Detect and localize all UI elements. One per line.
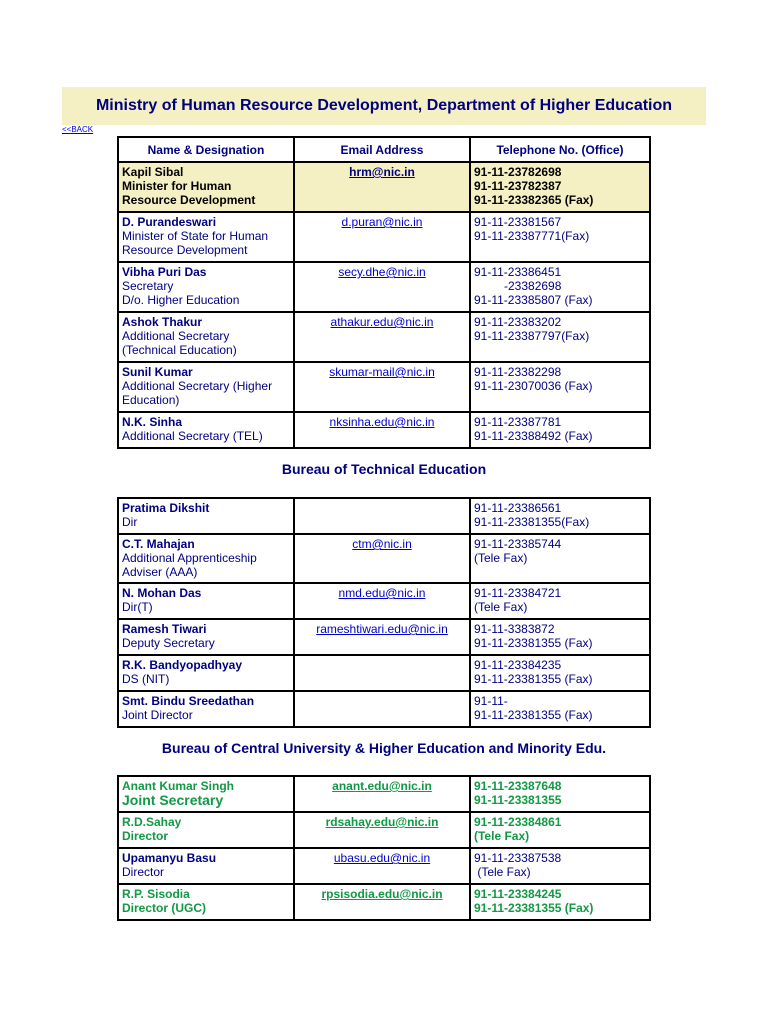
name-cell xyxy=(118,162,294,212)
person-designation: Deputy Secretary xyxy=(122,636,215,650)
name-cell xyxy=(118,534,294,583)
email-cell xyxy=(294,812,470,848)
person-name: C.T. Mahajan xyxy=(122,537,195,551)
person-name: Upamanyu Basu xyxy=(122,851,217,865)
email-cell xyxy=(294,162,470,212)
phone-cell xyxy=(470,776,650,812)
phone-text: 91-11-23384861 (Tele Fax) xyxy=(474,815,562,843)
email-cell xyxy=(294,212,470,262)
phone-text: 91-11-23384721 (Tele Fax) xyxy=(474,586,562,614)
email-link[interactable]: nksinha.edu@nic.in xyxy=(329,415,435,429)
email-link[interactable]: secy.dhe@nic.in xyxy=(338,265,426,279)
name-cell xyxy=(118,212,294,262)
name-cell xyxy=(118,262,294,312)
phone-cell xyxy=(470,884,650,920)
person-designation: Director xyxy=(122,865,165,879)
table-row xyxy=(118,312,650,362)
person-designation: Joint Director xyxy=(122,708,193,722)
person-designation: Additional Secretary (Higher Education) xyxy=(122,379,273,407)
person-designation: Dir(T) xyxy=(122,600,153,614)
phone-cell xyxy=(470,498,650,534)
email-cell xyxy=(294,534,470,583)
table-row xyxy=(118,619,650,655)
page-header xyxy=(62,87,706,125)
email-link[interactable]: rdsahay.edu@nic.in xyxy=(325,815,439,829)
email-cell xyxy=(294,776,470,812)
person-name: N.K. Sinha xyxy=(122,415,183,429)
name-cell xyxy=(118,412,294,448)
table-row xyxy=(118,162,650,212)
person-name: Sunil Kumar xyxy=(122,365,193,379)
phone-text: 91-11- 91-11-23381355 (Fax) xyxy=(474,694,593,722)
phone-text: 91-11-23385744 (Tele Fax) xyxy=(474,537,562,565)
email-link[interactable]: ubasu.edu@nic.in xyxy=(333,851,431,865)
phone-cell xyxy=(470,812,650,848)
person-designation: Additional Apprenticeship Adviser (AAA) xyxy=(122,551,257,579)
email-link[interactable]: rameshtiwari.edu@nic.in xyxy=(316,622,448,636)
col-header-name: Name & Designation xyxy=(118,137,294,162)
phone-cell xyxy=(470,262,650,312)
email-cell xyxy=(294,619,470,655)
name-cell xyxy=(118,848,294,884)
email-link[interactable]: athakur.edu@nic.in xyxy=(330,315,434,329)
person-name: Ashok Thakur xyxy=(122,315,203,329)
table-row xyxy=(118,412,650,448)
phone-text: 91-11-23383202 91-11-23387797(Fax) xyxy=(474,315,590,343)
email-cell xyxy=(294,312,470,362)
name-cell xyxy=(118,655,294,691)
table-row xyxy=(118,362,650,412)
person-name: Anant Kumar Singh xyxy=(122,779,235,793)
page-title: Ministry of Human Resource Development, Department of Higher Education xyxy=(95,97,673,114)
table-row xyxy=(118,812,650,848)
name-cell xyxy=(118,362,294,412)
phone-text: 91-11-23387781 91-11-23388492 (Fax) xyxy=(474,415,593,443)
person-designation: Director xyxy=(122,829,169,843)
person-designation: Minister of State for Human Resource Development xyxy=(122,229,269,257)
table-row xyxy=(118,534,650,583)
person-name: N. Mohan Das xyxy=(122,586,202,600)
phone-cell xyxy=(470,162,650,212)
person-name: Ramesh Tiwari xyxy=(122,622,207,636)
person-designation: Joint Secretary xyxy=(122,792,224,808)
table-row xyxy=(118,583,650,619)
phone-cell xyxy=(470,412,650,448)
col-header-email: Email Address xyxy=(294,137,470,162)
phone-text: 91-11-23381567 91-11-23387771(Fax) xyxy=(474,215,590,243)
email-cell xyxy=(294,412,470,448)
person-designation: Minister for Human Resource Development xyxy=(122,179,256,207)
table-row xyxy=(118,262,650,312)
email-link[interactable]: nmd.edu@nic.in xyxy=(338,586,426,600)
phone-text: 91-11-23384245 91-11-23381355 (Fax) xyxy=(474,887,594,915)
person-name: R.P. Sisodia xyxy=(122,887,190,901)
email-cell xyxy=(294,848,470,884)
phone-text: 91-11-23387538 (Tele Fax) xyxy=(474,851,562,879)
name-cell xyxy=(118,312,294,362)
phone-cell xyxy=(470,362,650,412)
person-designation: Additional Secretary (Technical Education) xyxy=(122,329,237,357)
col-header-phone: Telephone No. (Office) xyxy=(470,137,650,162)
email-link[interactable]: d.puran@nic.in xyxy=(341,215,423,229)
person-name: Pratima Dikshit xyxy=(122,501,210,515)
person-name: D. Purandeswari xyxy=(122,215,217,229)
email-cell xyxy=(294,884,470,920)
email-link[interactable]: anant.edu@nic.in xyxy=(332,779,432,793)
phone-cell xyxy=(470,848,650,884)
name-cell xyxy=(118,498,294,534)
phone-cell xyxy=(470,212,650,262)
table-row xyxy=(118,848,650,884)
person-name: Smt. Bindu Sreedathan xyxy=(122,694,255,708)
email-link[interactable]: rpsisodia.edu@nic.in xyxy=(321,887,443,901)
email-cell xyxy=(294,655,470,691)
person-designation: DS (NIT) xyxy=(122,672,170,686)
email-link[interactable]: skumar-mail@nic.in xyxy=(329,365,435,379)
phone-cell xyxy=(470,583,650,619)
phone-cell xyxy=(470,312,650,362)
person-designation: Director (UGC) xyxy=(122,901,207,915)
name-cell xyxy=(118,691,294,727)
phone-text: 91-11-23386451 -23382698 91-11-23385807 (Fax) xyxy=(474,265,593,307)
section-title-technical: Bureau of Technical Education xyxy=(281,461,487,477)
table-row xyxy=(118,212,650,262)
person-name: Vibha Puri Das xyxy=(122,265,207,279)
officials-table xyxy=(117,136,651,449)
phone-text: 91-11-23384235 91-11-23381355 (Fax) xyxy=(474,658,593,686)
email-cell xyxy=(294,691,470,727)
phone-text: 91-11-23382298 91-11-23070036 (Fax) xyxy=(474,365,593,393)
section-title-central-university: Bureau of Central University & Higher Education and Minority Edu. xyxy=(161,740,607,756)
email-link[interactable]: ctm@nic.in xyxy=(352,537,412,551)
person-name: R.K. Bandyopadhyay xyxy=(122,658,243,672)
email-cell xyxy=(294,583,470,619)
table-row xyxy=(118,884,650,920)
name-cell xyxy=(118,583,294,619)
phone-text: 91-11-3383872 91-11-23381355 (Fax) xyxy=(474,622,593,650)
central-university-table xyxy=(117,775,651,921)
email-cell xyxy=(294,498,470,534)
phone-cell xyxy=(470,691,650,727)
table-row xyxy=(118,655,650,691)
phone-text: 91-11-23782698 91-11-23782387 91-11-23382365 (Fax) xyxy=(474,165,594,207)
table-row xyxy=(118,498,650,534)
back-link[interactable]: <<BACK xyxy=(62,125,94,134)
name-cell xyxy=(118,619,294,655)
name-cell xyxy=(118,776,294,812)
table-header-row xyxy=(118,137,650,162)
name-cell xyxy=(118,884,294,920)
name-cell xyxy=(118,812,294,848)
phone-text: 91-11-23387648 91-11-23381355 xyxy=(474,779,562,807)
phone-cell xyxy=(470,534,650,583)
phone-cell xyxy=(470,655,650,691)
phone-text: 91-11-23386561 91-11-23381355(Fax) xyxy=(474,501,590,529)
table-row xyxy=(118,776,650,812)
email-cell xyxy=(294,262,470,312)
person-name: Kapil Sibal xyxy=(122,165,184,179)
person-designation: Additional Secretary (TEL) xyxy=(122,429,263,443)
technical-education-table xyxy=(117,497,651,728)
phone-cell xyxy=(470,619,650,655)
person-name: R.D.Sahay xyxy=(122,815,182,829)
table-row xyxy=(118,691,650,727)
person-designation: Dir xyxy=(122,515,138,529)
email-link[interactable]: hrm@nic.in xyxy=(349,165,415,179)
person-designation: Secretary D/o. Higher Education xyxy=(122,279,240,307)
email-cell xyxy=(294,362,470,412)
